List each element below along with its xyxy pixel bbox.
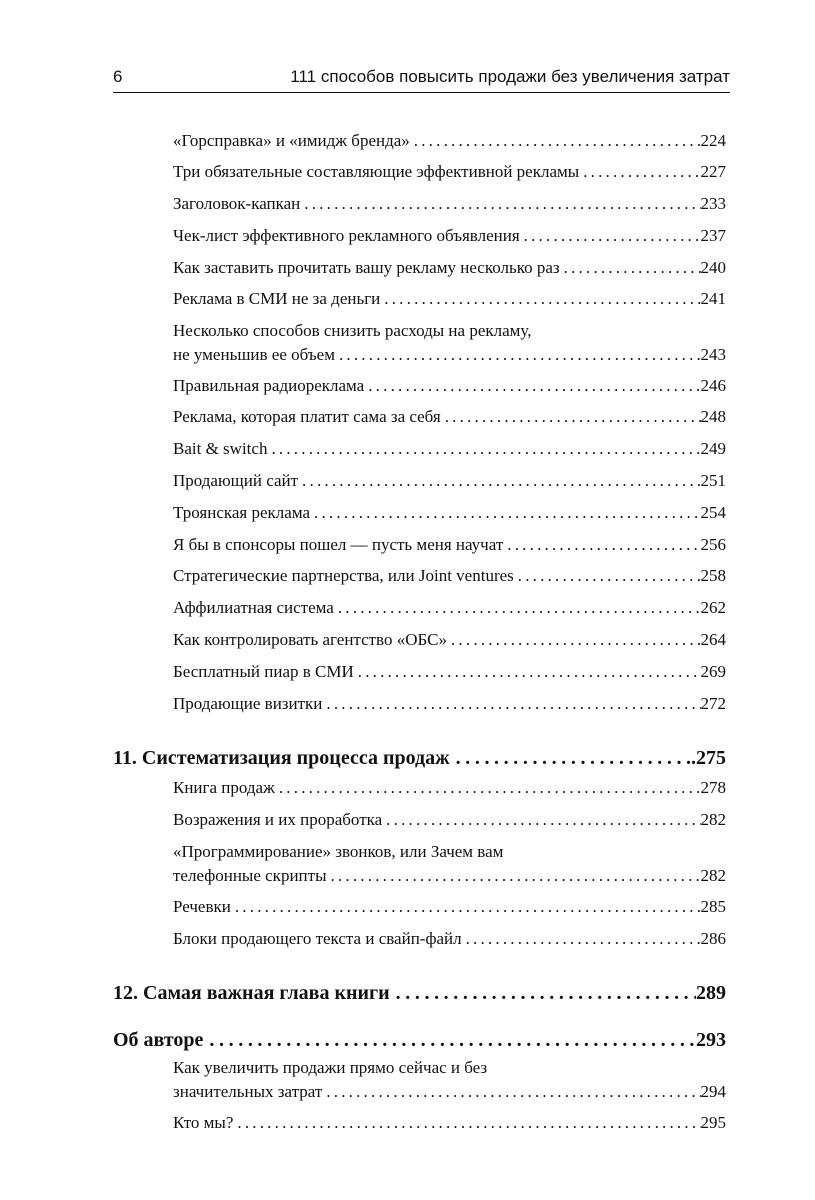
toc-entry [173,257,726,279]
toc-entry [173,841,726,887]
chapter-page: 293 [696,1029,726,1051]
page-number: 6 [113,67,123,86]
dot-leader [382,809,700,831]
toc-entry-title: Правильная радиореклама [173,376,365,395]
toc-entry-page: 256 [700,535,726,554]
dot-leader [560,257,701,279]
toc-entry-title: Реклама, которая платит сама за себя [173,407,441,426]
toc-entry-page: 249 [700,439,726,458]
toc-entry [173,534,726,556]
dot-leader [447,629,701,651]
dot-leader [503,534,700,556]
toc-entry-title: Возражения и их проработка [173,810,383,829]
toc-entry-page: 251 [700,471,726,490]
dot-leader [310,502,700,524]
toc-entry [173,375,726,397]
toc-entry-page: 295 [700,1113,726,1132]
toc-entry [173,502,726,524]
dot-leader [322,693,700,715]
toc-entry-title: Я бы в спонсоры пошел — пусть меня научат [173,535,504,554]
toc-entry-title: Кто мы? [173,1113,234,1132]
toc-entry-page: 269 [700,662,726,681]
dot-leader [579,161,700,183]
toc-entry-title: Речевки [173,897,231,916]
chapter-title: 11. Систематизация процесса продаж [113,747,450,769]
dot-leader [267,438,700,460]
toc-entry-page: 237 [700,226,726,245]
toc-entry [173,629,726,651]
toc-entry-page: 241 [700,289,726,308]
toc-entry-title: Реклама в СМИ не за деньги [173,289,381,308]
toc-entry-title: Bait & switch [173,439,268,458]
toc-entry-title: Книга продаж [173,778,275,797]
toc-entry-page: 248 [700,407,726,426]
toc-entry-title-line2: значительных затрат [173,1082,323,1101]
chapter-title: Об авторе [113,1029,204,1051]
toc-entry-page: 286 [700,929,726,948]
toc-entry-page: 254 [700,503,726,522]
dot-leader [410,130,701,152]
toc-entry-page: 224 [700,131,726,150]
toc-entry [173,809,726,831]
dot-leader [354,661,701,683]
toc-entry [173,161,726,183]
dot-leader [335,344,701,366]
toc-entry-title: Продающий сайт [173,471,299,490]
toc-entry-page: 285 [700,897,726,916]
toc-entry-title: Аффилиатная система [173,598,334,617]
toc-entry [173,1112,726,1134]
toc-entry [173,896,726,918]
toc-entry-page: 233 [700,194,726,213]
toc-entry [173,693,726,715]
toc-entry [173,438,726,460]
toc-entry-title: Как контролировать агентство «ОБС» [173,630,447,649]
toc-entry [173,470,726,492]
toc-entry-title: Троянская реклама [173,503,311,522]
toc-entry-page: 278 [700,778,726,797]
chapter-heading [113,980,726,1006]
running-title: 111 способов повысить продажи без увеличения затрат [290,67,730,86]
dot-leader [364,375,700,397]
dot-leader [441,406,701,428]
toc-entry [173,661,726,683]
toc-entry [173,928,726,950]
dot-leader [380,288,700,310]
toc-entry [173,777,726,799]
chapter-heading [113,1027,726,1053]
toc-entry-page: 282 [700,866,726,885]
toc-entry-title: Чек-лист эффективного рекламного объявления [173,226,520,245]
toc-entry [173,130,726,152]
chapter-heading [113,745,726,771]
toc-entry-title: Бесплатный пиар в СМИ [173,662,354,681]
dot-leader [275,777,701,799]
toc-entry-title: Как заставить прочитать вашу рекламу несколько раз [173,258,560,277]
toc-entry-title: Продающие визитки [173,694,323,713]
toc-entry [173,225,726,247]
dot-leader [390,980,696,1006]
chapter-page: .275 [691,747,726,769]
toc-entry-title-line2: не уменьшив ее объем [173,345,335,364]
toc-entry [173,193,726,215]
toc-entry-title: Заголовок-капкан [173,194,301,213]
toc-entry-page: 282 [700,810,726,829]
dot-leader [514,565,701,587]
toc-entry-title: Три обязательные составляющие эффективной рекламы [173,162,580,181]
toc-entry-title: Блоки продающего текста и свайп-файл [173,929,462,948]
page-header [113,60,730,93]
toc-entry-page: 243 [700,345,726,364]
toc-entry [173,406,726,428]
toc-entry-page: 240 [700,258,726,277]
toc-entry-title-line1: «Программирование» звонков, или Зачем вам [173,842,504,861]
toc-entry [173,565,726,587]
dot-leader [322,1081,700,1103]
toc-entry-page: 262 [700,598,726,617]
dot-leader [334,597,701,619]
dot-leader [327,865,701,887]
toc-entry [173,320,726,366]
toc-entry-page: 227 [700,162,726,181]
dot-leader [300,193,700,215]
toc-entry-title-line1: Несколько способов снизить расходы на рекламу, [173,321,532,340]
toc-entry-page: 264 [700,630,726,649]
toc-entry-title: Стратегические партнерства, или Joint ventures [173,566,514,585]
dot-leader [462,928,701,950]
chapter-page: 289 [696,982,726,1004]
toc-entry-page: 294 [700,1082,726,1101]
dot-leader [203,1027,696,1053]
dot-leader [520,225,701,247]
toc-entry-page: 246 [700,376,726,395]
toc-entry [173,288,726,310]
toc-entry-title-line1: Как увеличить продажи прямо сейчас и без [173,1058,488,1077]
chapter-title: 12. Самая важная глава книги [113,982,390,1004]
dot-leader [450,745,691,771]
dot-leader [298,470,700,492]
toc-entry [173,1057,726,1103]
toc-entry-title: «Горсправка» и «имидж бренда» [173,131,410,150]
dot-leader [233,1112,700,1134]
toc-entry [173,597,726,619]
toc-entry-page: 258 [700,566,726,585]
toc-entry-title-line2: телефонные скрипты [173,866,327,885]
dot-leader [231,896,701,918]
toc-entry-page: 272 [700,694,726,713]
